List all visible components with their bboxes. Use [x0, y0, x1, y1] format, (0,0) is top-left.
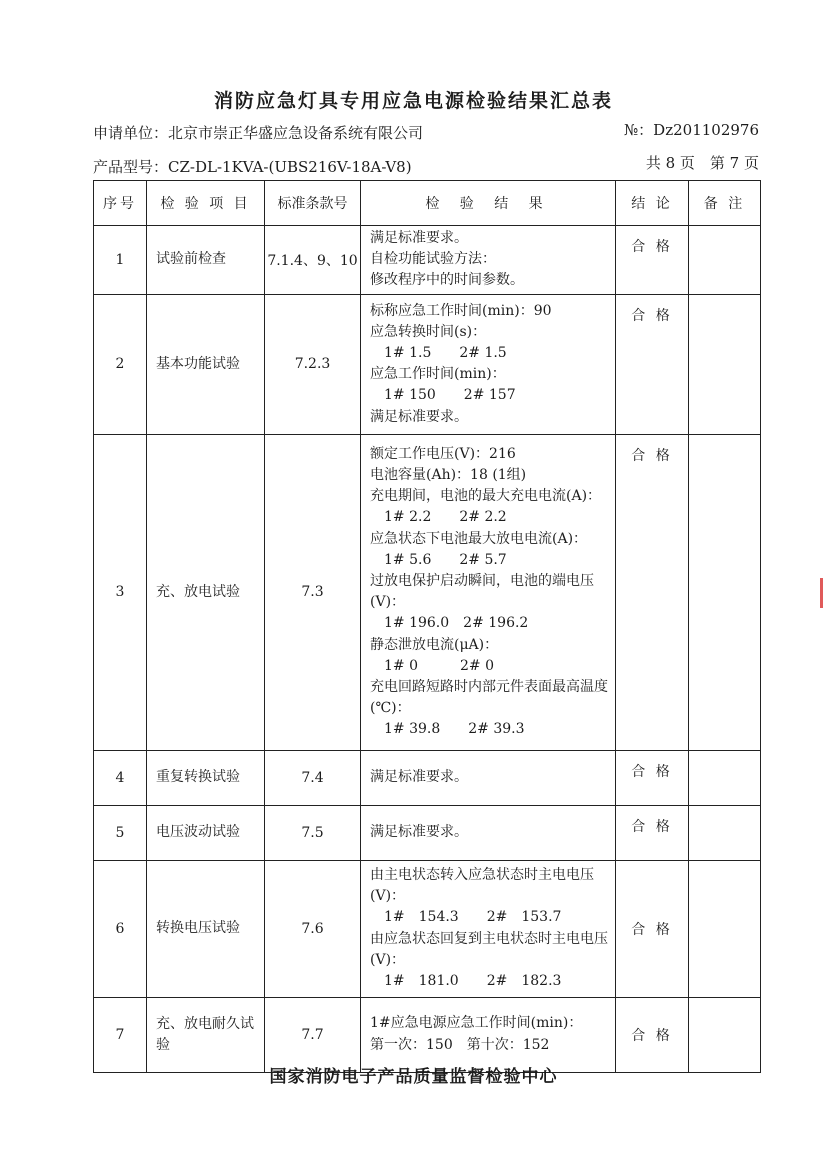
table-header-row	[94, 181, 761, 226]
column-header-clause: 标准条款号	[265, 181, 361, 226]
result-line: 应急状态下电池最大放电电流(A)：	[370, 530, 588, 547]
result-line: 满足标准要求。	[370, 408, 468, 425]
remark	[689, 750, 761, 805]
result-line: 额定工作电压(V)：216	[370, 445, 516, 462]
result-line: 修改程序中的时间参数。	[370, 272, 524, 289]
report-number: №：Dz201102976	[623, 121, 759, 139]
clause-number: 7.4	[265, 750, 361, 805]
test-item: 试验前检查	[147, 226, 265, 295]
result-line: 自检功能试验方法：	[370, 251, 496, 268]
row-number: 3	[94, 434, 147, 750]
model-value: CZ-DL-1KVA-(UBS216V-18A-V8)	[168, 158, 412, 176]
result-line: 应急工作时间(min)：	[370, 366, 506, 383]
conclusion: 合 格	[616, 750, 689, 805]
result-line: 第一次：150 第十次：152	[370, 1036, 550, 1053]
result-line: 充电回路短路时内部元件表面最高温度(℃)：	[370, 678, 608, 717]
conclusion: 合 格	[616, 805, 689, 860]
test-result	[361, 226, 616, 295]
result-line: 1# 1.5 2# 1.5	[370, 344, 507, 361]
result-line: 满足标准要求。	[370, 769, 468, 785]
conclusion: 合 格	[616, 434, 689, 750]
test-result	[361, 997, 616, 1072]
column-header-result: 检 验 结 果	[361, 181, 616, 226]
clause-number: 7.7	[265, 997, 361, 1072]
remark	[689, 805, 761, 860]
result-line: 1# 2.2 2# 2.2	[370, 509, 507, 526]
result-line: 充电期间，电池的最大充电电流(A)：	[370, 488, 602, 505]
result-line: 满足标准要求。	[370, 824, 468, 840]
result-line: 标称应急工作时间(min)：90	[370, 302, 552, 319]
result-line: 应急转换时间(s)：	[370, 323, 487, 340]
result-line: 1# 39.8 2# 39.3	[370, 721, 525, 738]
table-row	[94, 226, 761, 295]
table-row	[94, 434, 761, 750]
test-item: 充、放电耐久试验	[147, 997, 265, 1072]
test-item: 充、放电试验	[147, 434, 265, 750]
clause-number: 7.3	[265, 434, 361, 750]
conclusion: 合 格	[616, 860, 689, 997]
row-number: 4	[94, 750, 147, 805]
result-line: 1#应急电源应急工作时间(min)：	[370, 1015, 583, 1032]
result-line: 电池容量(Ah)：18 (1组)	[370, 466, 527, 483]
issuing-organization: 国家消防电子产品质量监督检验中心	[269, 1067, 558, 1087]
column-header-item: 检 验 项 目	[147, 181, 265, 226]
conclusion: 合 格	[616, 294, 689, 434]
clause-number: 7.2.3	[265, 294, 361, 434]
result-line: 1# 154.3 2# 153.7	[370, 909, 562, 926]
row-number: 1	[94, 226, 147, 295]
column-header-no: 序号	[94, 181, 147, 226]
column-header-remark: 备 注	[689, 181, 761, 226]
table-row	[94, 805, 761, 860]
table-row	[94, 294, 761, 434]
results-table	[93, 180, 761, 1073]
result-line: 静态泄放电流(μA)：	[370, 636, 499, 653]
clause-number: 7.5	[265, 805, 361, 860]
test-result	[361, 860, 616, 997]
result-line: 由主电状态转入应急状态时主电电压(V)：	[370, 867, 594, 905]
table-row	[94, 997, 761, 1072]
conclusion: 合 格	[616, 226, 689, 295]
test-item: 基本功能试验	[147, 294, 265, 434]
result-line: 满足标准要求。	[370, 230, 468, 246]
applicant-name: 北京市崇正华盛应急设备系统有限公司	[168, 124, 424, 142]
row-number: 7	[94, 997, 147, 1072]
table-row	[94, 750, 761, 805]
remark	[689, 294, 761, 434]
scan-edge-mark	[820, 578, 823, 608]
conclusion: 合 格	[616, 997, 689, 1072]
model-label: 产品型号：	[93, 158, 169, 176]
document-title: 消防应急灯具专用应急电源检验结果汇总表	[213, 90, 613, 112]
clause-number: 7.1.4、9、10	[265, 226, 361, 295]
test-item: 重复转换试验	[147, 750, 265, 805]
column-header-conclusion: 结 论	[616, 181, 689, 226]
test-item: 转换电压试验	[147, 860, 265, 997]
result-line: 1# 150 2# 157	[370, 387, 516, 404]
result-line: 由应急状态回复到主电状态时主电电压(V)：	[370, 930, 608, 968]
model-line	[93, 156, 412, 177]
applicant-line	[93, 122, 423, 143]
row-number: 2	[94, 294, 147, 434]
result-line: 1# 196.0 2# 196.2	[370, 615, 529, 632]
result-line: 1# 0 2# 0	[370, 657, 494, 674]
test-item: 电压波动试验	[147, 805, 265, 860]
result-line: 1# 5.6 2# 5.7	[370, 551, 507, 568]
clause-number: 7.6	[265, 860, 361, 997]
remark	[689, 226, 761, 295]
table-row	[94, 860, 761, 997]
row-number: 5	[94, 805, 147, 860]
row-number: 6	[94, 860, 147, 997]
applicant-label: 申请单位：	[93, 124, 169, 142]
remark	[689, 997, 761, 1072]
remark	[689, 860, 761, 997]
result-line: 过放电保护启动瞬间，电池的端电压(V)：	[370, 572, 594, 611]
remark	[689, 434, 761, 750]
test-result	[361, 294, 616, 434]
test-result	[361, 750, 616, 805]
page-info: 共 8 页 第 7 页	[645, 154, 759, 172]
test-result	[361, 434, 616, 750]
test-result	[361, 805, 616, 860]
result-line: 1# 181.0 2# 182.3	[370, 973, 562, 990]
